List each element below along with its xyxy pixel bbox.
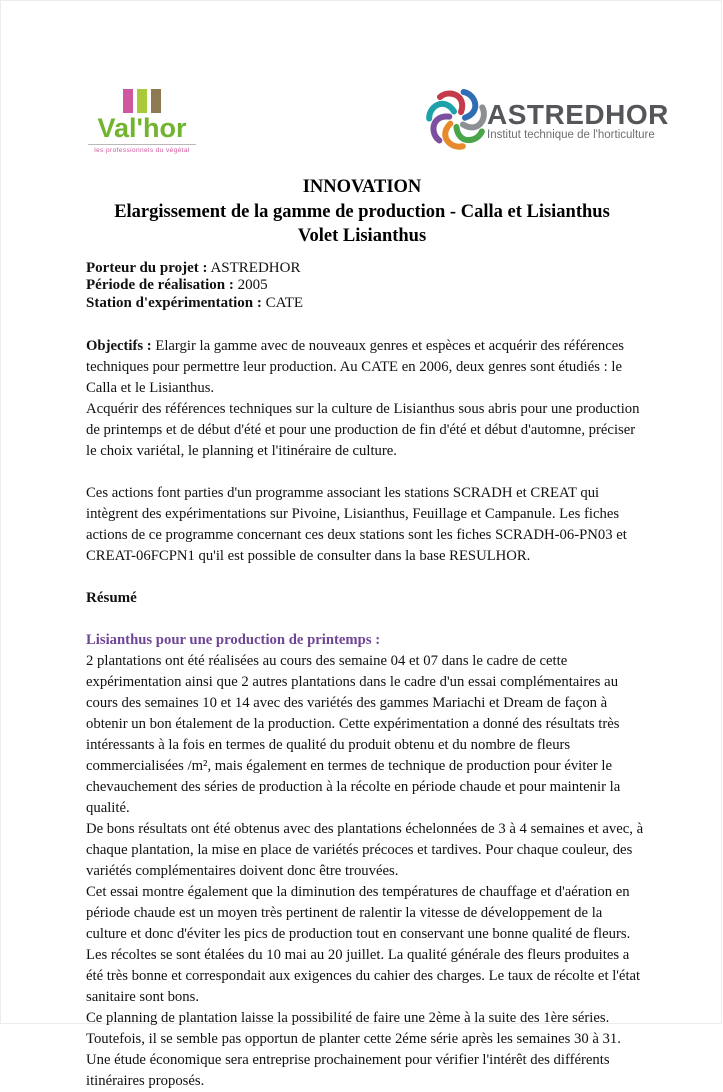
valhor-logo-name: Val'hor [97,113,187,143]
objectifs-paragraph [86,336,644,399]
resume-paragraph: De bons résultats ont été obtenus avec des plantations échelonnées de 3 à 4 semaines et avec, à chaque plantation, la mise en place de variétés précoces et tardives. Pour chaque couleur, des variétés complémentaires doivent donc être trouvées. [86,820,644,879]
resume-paragraph: 2 plantations ont été réalisées au cours des semaine 04 et 07 dans le cadre de cette expérimentation ainsi que 2 autres plantations dans le cadre d'un essai complémentaires au cours des semaines 10 et 14 avec des variétés des gammes Mariachi et Dream de façon à obtenir un bon étalement de la production. Cette expérimentation a donné des résultats très intéressants à la fois en termes de qualité du produit obtenu et du nombre de fleurs commercialisées /m², mais également en termes de technique de production pour éviter le chevauchement des séries de production à la récolte en période chaude et pour maintenir la qualité. [86,652,621,816]
detail-value: 2005 [237,277,268,294]
objectifs-text-2: Acquérir des références techniques sur la culture de Lisianthus sous abris pour une production de printemps et de début d'été et pour une production de fin d'été et début d'automne, préciser le choix variétal, le planning et l'itinéraire de culture. [86,400,640,459]
valhor-bars-icon [86,89,198,113]
detail-value: CATE [265,294,304,311]
objectifs-text-1: Elargir la gamme avec de nouveaux genres et espèces et acquérir des références techniques pour permettre leur production. Au CATE en 2006, deux genres sont étudiés : le Calla et le Lisianthus. [86,337,625,396]
valhor-logo-tagline: les professionnels du végétal [94,147,190,154]
detail-label: Porteur du projet : [86,260,208,276]
spacer [86,609,644,630]
valhor-bar-olive [151,89,161,113]
astredhor-logo-name: ASTREDHOR [487,98,669,130]
astredhor-flower-icon [425,87,489,151]
valhor-bar-pink [123,89,133,113]
resume-paragraph: Cet essai montre également que la diminution des températures de chauffage et d'aération en période chaude est un moyen très pertinent de ralentir la vitesse de développement de la culture et donc d'éviter les pics de production tout en conservant une bonne qualité de fleurs. Les récoltes se sont étalées du 10 mai au 20 juillet. La qualité générale des fleurs produites a été très bonne et correspondait aux exigences du cahier des charges. Le taux de récolte et l'état sanitaire sont bons. [86,883,641,1005]
spring-section-heading: Lisianthus pour une production de printemps : [86,631,381,648]
valhor-logo [86,89,198,154]
title-line-volet: Volet Lisianthus [297,226,427,246]
resume-heading: Résumé [86,589,137,606]
header-logos [1,87,723,167]
astredhor-logo-tagline: Institut technique de l'horticulture [487,128,655,141]
astredhor-text-block [487,98,669,142]
spacer [86,567,644,588]
resume-paragraph: Ce planning de plantation laisse la possibilité de faire une 2ème à la suite des 1ère séries. Toutefois, il se semble pas opportun de planter cette 2éme série après les semaines 30 à 31. Une étude économique sera entreprise prochainement pour vérifier l'intérêt des différents itinéraires proposés. [86,1009,621,1089]
valhor-rule [88,144,196,145]
detail-row-periode [86,277,644,294]
detail-row-porteur [86,260,644,277]
objectifs-label: Objectifs : [86,337,152,354]
detail-value: ASTREDHOR [210,260,301,276]
title-line-subject: Elargissement de la gamme de production - Calla et Lisianthus [114,201,610,222]
detail-label: Période de réalisation : [86,277,234,294]
content-column [86,260,644,1092]
program-paragraph: Ces actions font parties d'un programme associant les stations SCRADH et CREAT qui intègrent des expérimentations sur Pivoine, Lisianthus, Feuillage et Campanule. Les fiches actions de ce programme concernant ces deux stations sont les fiches SCRADH-06-PN03 et CREAT-06FCPN1 qu'il est possible de consulter dans la base RESULHOR. [86,484,627,564]
project-details [86,260,644,312]
valhor-bar-green [137,89,147,113]
detail-label: Station d'expérimentation : [86,294,262,311]
spacer [86,462,644,483]
title-block [1,175,723,249]
detail-row-station [86,295,644,312]
astredhor-logo [425,87,669,151]
title-line-innovation: INNOVATION [302,177,422,197]
